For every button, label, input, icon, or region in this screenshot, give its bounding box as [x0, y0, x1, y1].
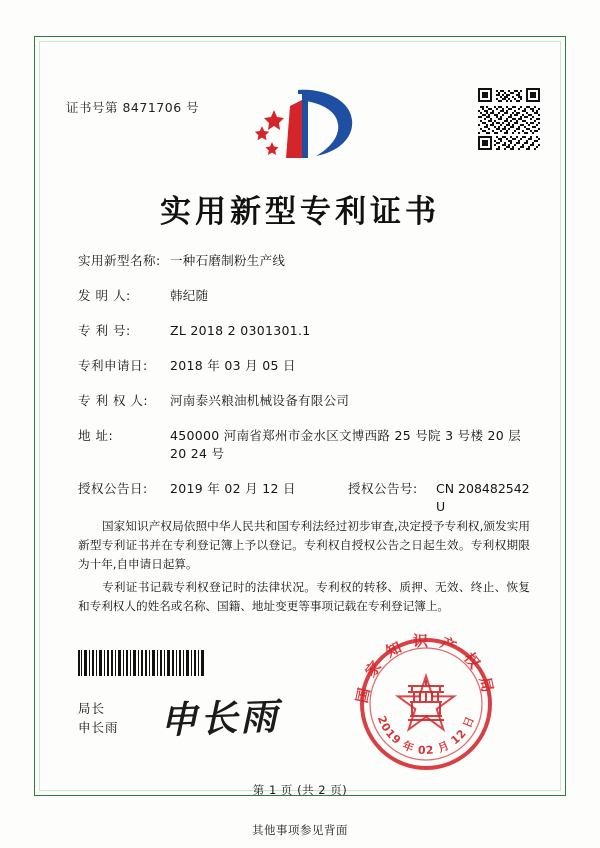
- field-label-patentee: 专 利 权 人:: [78, 393, 149, 408]
- page-title: 实用新型专利证书: [160, 194, 440, 230]
- field-value-announcement-number: CN 208482542 U: [436, 481, 530, 514]
- field-value-patent-number: ZL 2018 2 0301301.1: [170, 323, 311, 338]
- barcode: [78, 650, 206, 676]
- field-row-patentee: [78, 392, 530, 410]
- certificate-number: 证书号第 8471706 号: [66, 100, 200, 115]
- field-row-inventor: [78, 287, 530, 305]
- footnote: 其他事项参见背面: [252, 823, 348, 837]
- patent-office-logo: [246, 86, 356, 162]
- field-row-announcement: [78, 480, 530, 516]
- official-seal: [352, 630, 500, 778]
- field-value-patentee: 河南泰兴粮油机械设备有限公司: [170, 393, 350, 408]
- field-label-application-date: 专利申请日:: [78, 358, 148, 373]
- field-label-announcement-number: 授权公告号:: [348, 481, 418, 496]
- page-number: 第 1 页 (共 2 页): [252, 783, 348, 797]
- legal-paragraph-2: 专利证书记载专利权登记时的法律状况。专利权的转移、质押、无效、终止、恢复和专利权人的姓名或名称、国籍、地址变更等事项记载在专利登记簿上。: [78, 580, 530, 613]
- field-list: [78, 252, 530, 533]
- svg-text:2019 年 02 月 12 日: 2019 年 02 月 12 日: [374, 713, 478, 758]
- field-row-address: [78, 427, 530, 463]
- field-value-application-date: 2018 年 03 月 05 日: [170, 358, 296, 373]
- signature-role-line2: 申长雨: [78, 720, 119, 735]
- handwritten-signature: 申长雨: [159, 693, 281, 743]
- field-row-name: [78, 252, 530, 270]
- field-label-name: 实用新型名称:: [78, 253, 161, 268]
- field-value-address: 450000 河南省郑州市金水区文博西路 25 号院 3 号楼 20 层 20 24 号: [170, 428, 522, 461]
- field-row-patent-number: [78, 322, 530, 340]
- field-value-announcement-date: 2019 年 02 月 12 日: [170, 481, 296, 496]
- field-row-application-date: [78, 357, 530, 375]
- signature-role: [78, 699, 119, 737]
- field-label-patent-number: 专 利 号:: [78, 323, 131, 338]
- legal-text: [78, 517, 530, 620]
- signature-role-line1: 局长: [78, 701, 106, 716]
- qr-code: [478, 88, 540, 150]
- svg-text:国家知识产权局: 国家知识产权局: [352, 632, 500, 705]
- field-label-address: 地 址:: [78, 428, 114, 443]
- field-label-announcement-date: 授权公告日:: [78, 481, 148, 496]
- legal-paragraph-1: 国家知识产权局依照中华人民共和国专利法经过初步审查,决定授予专利权,颁发实用新型专利证书并在专利登记簿上予以登记。专利权自授权公告之日起生效。专利权期限为十年,自申请日起算。: [78, 519, 530, 571]
- field-label-inventor: 发 明 人:: [78, 288, 131, 303]
- field-value-name: 一种石磨制粉生产线: [170, 253, 286, 268]
- field-value-inventor: 韩纪随: [170, 288, 209, 303]
